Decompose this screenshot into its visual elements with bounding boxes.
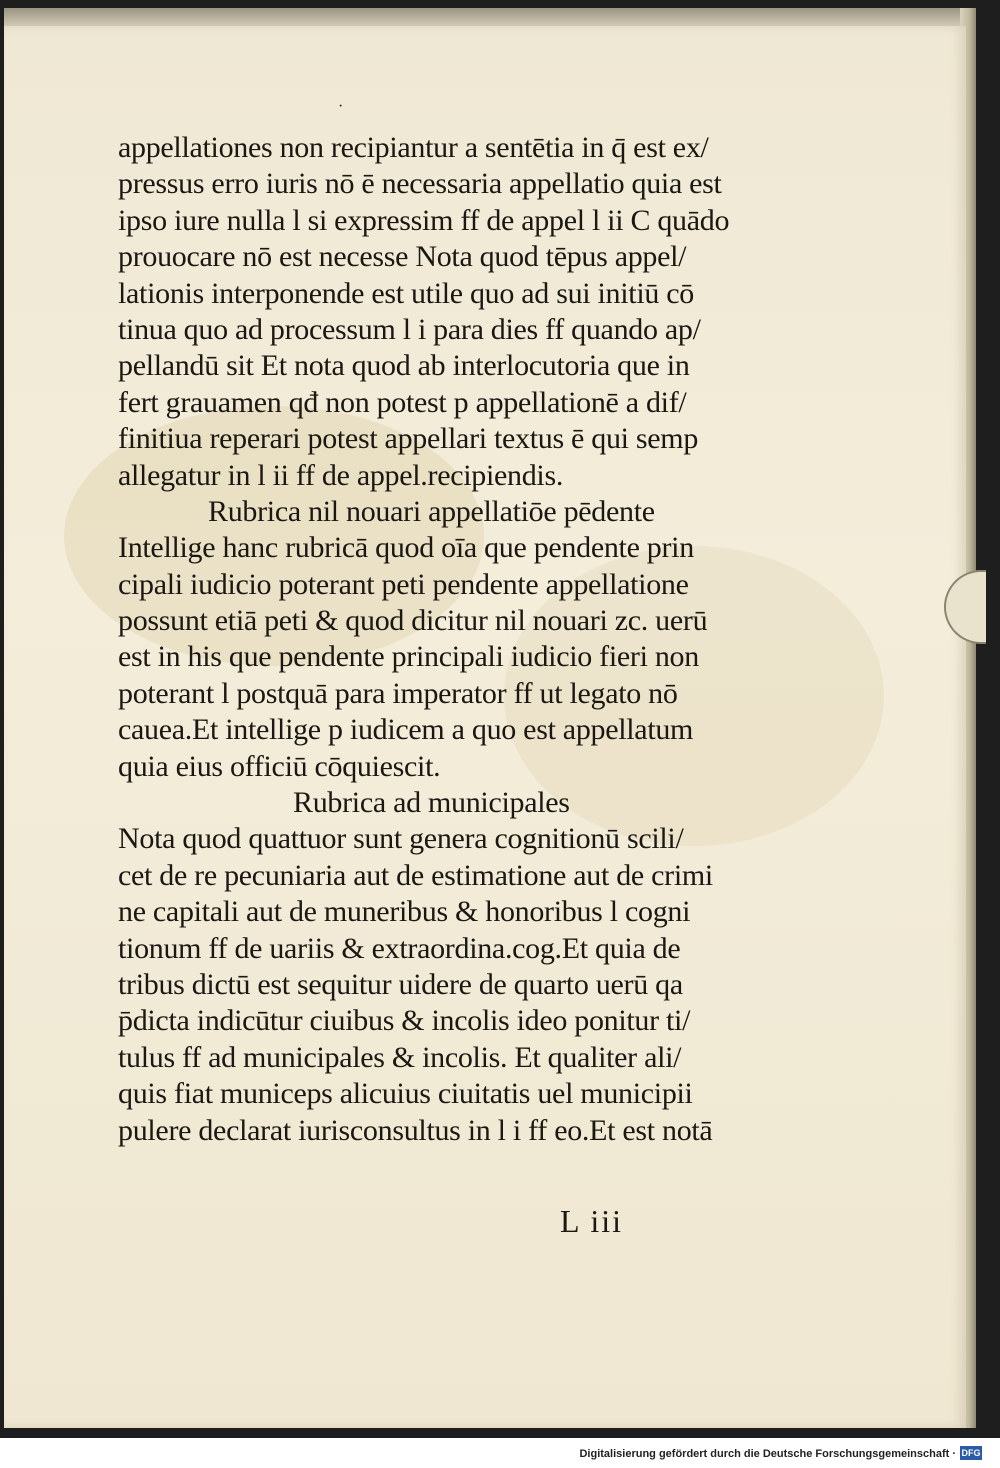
- rubric-heading: Rubrica nil nouari appellatiōe pēdente: [208, 494, 655, 528]
- text-line: cipali iudicio poterant peti pendente appellatione: [118, 567, 689, 601]
- text-line: possunt etiā peti & quod dicitur nil nouari zc. uerū: [118, 604, 708, 638]
- text-line: Nota quod quattuor sunt genera cognitionū scili/: [118, 822, 684, 856]
- text-line: poterant l postquā para imperator ff ut legato nō: [118, 676, 678, 710]
- text-line: prouocare nō est necesse Nota quod tēpus appel/: [118, 240, 687, 274]
- text-line: tionum ff de uariis & extraordina.cog.Et quia de: [118, 931, 681, 965]
- text-line: fert grauamen qđ non potest p appellationē a dif/: [118, 385, 687, 419]
- page-top-edge: [4, 8, 970, 28]
- text-line: cauea.Et intellige p iudicem a quo est appellatum: [118, 713, 694, 747]
- text-line: appellationes non recipiantur a sentētia in q̄ est ex/: [118, 131, 709, 164]
- text-line: finitiua reperari potest appellari textus ē qui semp: [118, 422, 699, 456]
- text-line: lationis interponende est utile quo ad sui initiū cō: [118, 276, 694, 310]
- text-line: quis fiat municeps alicuius ciuitatis uel municipii: [118, 1077, 693, 1111]
- dfg-logo: DFG: [961, 1448, 981, 1458]
- text-line: tulus ff ad municipales & incolis. Et qualiter ali/: [118, 1040, 682, 1074]
- text-line: pellandū sit Et nota quod ab interlocutoria que in: [118, 349, 690, 383]
- text-line: allegatur in l ii ff de appel.recipiendis.: [118, 458, 564, 492]
- text-line: pressus erro iuris nō ē necessaria appellatio quia est: [118, 167, 722, 201]
- text-line: cet de re pecuniaria aut de estimatione aut de crimi: [118, 858, 713, 892]
- text-line: pulere declarat iurisconsultus in l i ff eo.Et est notā: [118, 1113, 713, 1147]
- digitization-credit: Digitalisierung gefördert durch die Deutsche Forschungsgemeinschaft ·: [579, 1448, 956, 1460]
- page-mark: ·: [338, 98, 344, 115]
- text-line: Intellige hanc rubricā quod oīa que pendente prin: [118, 531, 694, 565]
- text-line: ipso iure nulla l si expressim ff de appel l ii C quādo: [118, 203, 730, 237]
- text-line: tribus dictū est sequitur uidere de quarto uerū qa: [118, 967, 683, 1001]
- text-line: p̄dicta indicūtur ciuibus & incolis ideo ponitur ti/: [118, 1004, 691, 1038]
- signature-mark: L iii: [560, 1203, 624, 1239]
- text-line: quia eius officiū cōquiescit.: [118, 749, 441, 783]
- page-text: [118, 130, 808, 1149]
- text-line: est in his que pendente principali iudicio fieri non: [118, 640, 699, 674]
- rubric-heading: Rubrica ad municipales: [293, 786, 570, 820]
- text-line: ne capitali aut de muneribus & honoribus l cogni: [118, 895, 691, 929]
- text-line: tinua quo ad processum l i para dies ff quando ap/: [118, 312, 701, 346]
